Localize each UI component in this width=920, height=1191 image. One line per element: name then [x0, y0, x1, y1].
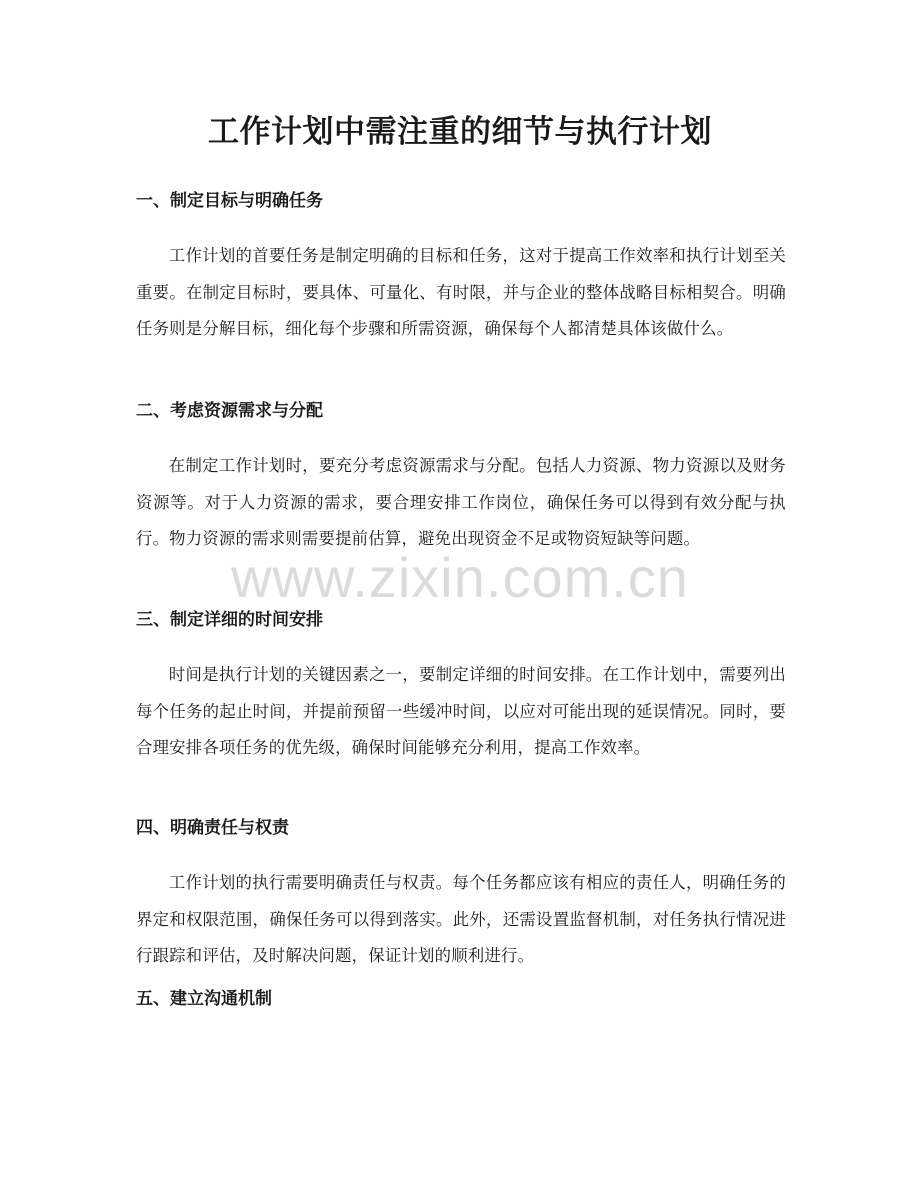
section-4 [136, 814, 786, 975]
section-5 [136, 985, 786, 1013]
section-heading: 三、制定详细的时间安排 [136, 610, 323, 630]
section-2 [136, 397, 786, 558]
section-heading: 一、制定目标与明确任务 [136, 191, 323, 211]
section-1 [136, 187, 786, 348]
section-heading: 五、建立沟通机制 [136, 989, 272, 1009]
section-heading: 四、明确责任与权责 [136, 818, 289, 838]
document-title: 工作计划中需注重的细节与执行计划 [208, 114, 712, 150]
section-paragraph: 在制定工作计划时，要充分考虑资源需求与分配。包括人力资源、物力资源以及财务资源等。对于人力资源的需求，要合理安排工作岗位，确保任务可以得到有效分配与执行。物力资源的需求则需要提前估算，避免出现资金不足或物资短缺等问题。 [136, 456, 786, 548]
section-heading: 二、考虑资源需求与分配 [136, 401, 323, 421]
section-paragraph: 工作计划的执行需要明确责任与权责。每个任务都应该有相应的责任人，明确任务的界定和权限范围，确保任务可以得到落实。此外，还需设置监督机制，对任务执行情况进行跟踪和评估，及时解决问题，保证计划的顺利进行。 [136, 873, 786, 965]
watermark: www.zixin.com.cn [231, 546, 689, 609]
section-paragraph: 时间是执行计划的关键因素之一，要制定详细的时间安排。在工作计划中，需要列出每个任务的起止时间，并提前预留一些缓冲时间，以应对可能出现的延误情况。同时，要合理安排各项任务的优先级，确保时间能够充分利用，提高工作效率。 [136, 665, 786, 757]
section-paragraph: 工作计划的首要任务是制定明确的目标和任务，这对于提高工作效率和执行计划至关重要。在制定目标时，要具体、可量化、有时限，并与企业的整体战略目标相契合。明确任务则是分解目标，细化每个步骤和所需资源，确保每个人都清楚具体该做什么。 [136, 246, 786, 338]
section-3 [136, 606, 786, 767]
